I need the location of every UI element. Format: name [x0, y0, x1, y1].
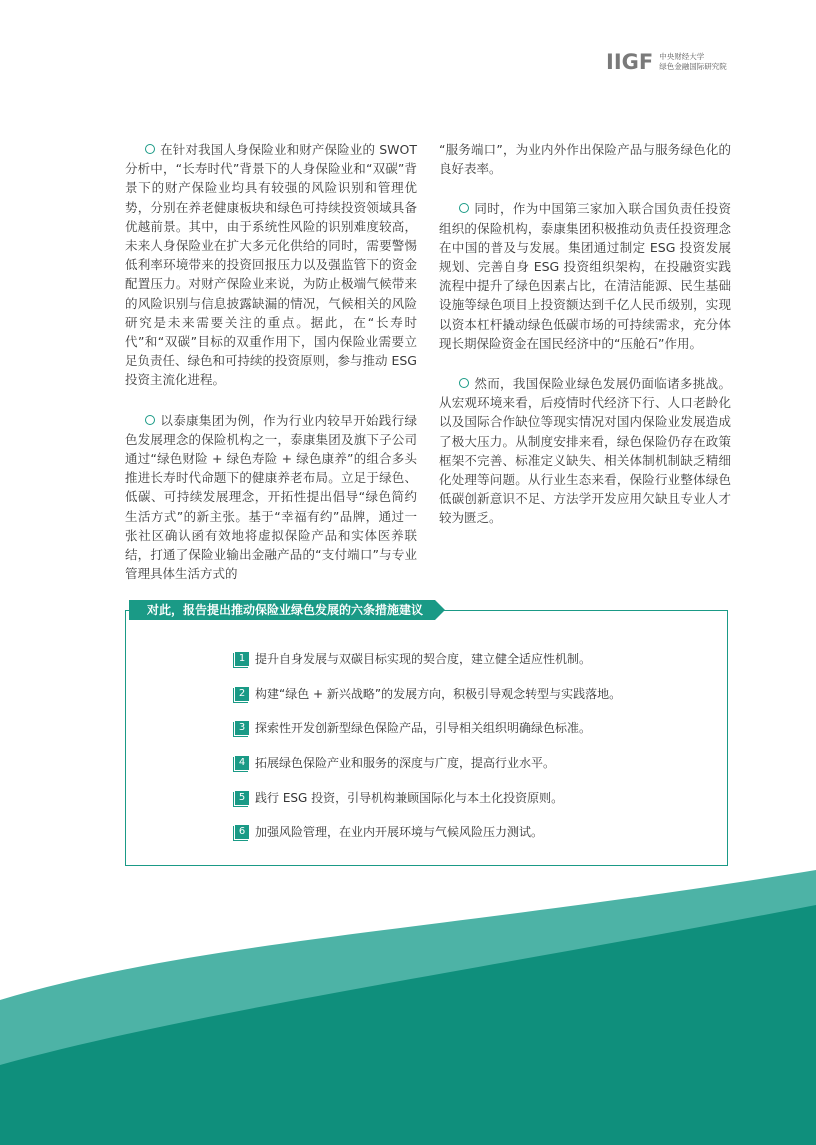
right-paragraph-2 — [439, 374, 731, 528]
left-paragraph-2 — [125, 411, 417, 584]
recommendation-item — [235, 754, 555, 771]
recommendation-text: 探索性开发创新型绿色保险产品，引导相关组织明确绿色标准。 — [255, 721, 592, 735]
recommendation-item — [235, 789, 563, 806]
number-badge: 2 — [235, 687, 249, 701]
left-paragraph-1-text: 在针对我国人身保险业和财产保险业的 SWOT 分析中，“长寿时代”背景下的人身保险业和“双碳”背景下的财产保险业均具有较强的风险识别和管理优势，分别在养老健康板块和绿色可持续投资领域具备优越前景。其中，由于系统性风险的识别难度较高，未来人身保险业在扩大多元化供给的同时，需要警惕低利率环境带来的投资回报压力以及强监管下的资金配置压力。对财产保险业来说，为防止极端气候带来的风险识别与信息披露缺漏的情况，气候相关的风险研究是未来需要关注的重点。据此，在“长寿时代”和“双碳”目标的双重作用下，国内保险业需要立足负责任、绿色和可持续的投资原则，参与推动 ESG 投资主流化进程。 — [125, 142, 417, 388]
right-paragraph-0: “服务端口”，为业内外作出保险产品与服务绿色化的良好表率。 — [439, 142, 731, 177]
left-paragraph-2-text: 以泰康集团为例，作为行业内较早开始践行绿色发展理念的保险机构之一，泰康集团及旗下子公司通过“绿色财险 + 绿色寿险 + 绿色康养”的组合多头推进长寿时代命题下的健康养老布局。立足于绿色、低碳、可持续发展理念，开拓性提出倡导“绿色简约生活方式”的新主张。基于“幸福有约”品牌，通过一张社区确认函有效地将虚拟保险产品和实体医养联结，打通了保险业输出金融产品的“支付端口”与专业管理具体生活方式的 — [125, 412, 417, 582]
circle-bullet-icon — [459, 378, 469, 388]
number-badge: 1 — [235, 652, 249, 666]
recommendation-text: 提升自身发展与双碳目标实现的契合度，建立健全适应性机制。 — [255, 652, 592, 666]
right-paragraph-1 — [439, 199, 731, 353]
org-name — [659, 52, 727, 72]
recommendation-text: 践行 ESG 投资，引导机构兼顾国际化与本土化投资原则。 — [255, 791, 564, 805]
left-paragraph-1 — [125, 140, 417, 390]
number-badge: 4 — [235, 756, 249, 770]
number-badge: 6 — [235, 825, 249, 839]
right-column — [439, 140, 731, 549]
circle-bullet-icon — [459, 203, 469, 213]
org-name-line2: 绿色金融国际研究院 — [659, 62, 727, 71]
number-badge: 3 — [235, 721, 249, 735]
right-paragraph-1-text: 同时，作为中国第三家加入联合国负责任投资组织的保险机构，泰康集团积极推动负责任投资理念在中国的普及与发展。集团通过制定 ESG 投资发展规划、完善自身 ESG 投资组织架构，在投融资实践流程中提升了绿色因素占比，在清洁能源、民生基础设施等绿色项目上投资额达到千亿人民币级别，实现以资本杠杆撬动绿色低碳市场的可持续需求，充分体现长期保险资金在国民经济中的“压舱石”作用。 — [439, 201, 731, 351]
recommendation-item — [235, 650, 591, 667]
recommendation-item — [235, 685, 621, 702]
recommendation-item — [235, 823, 543, 840]
recommendation-text: 加强风险管理，在业内开展环境与气候风险压力测试。 — [255, 825, 544, 839]
recommendation-text: 构建“绿色 + 新兴战略”的发展方向，积极引导观念转型与实践落地。 — [255, 687, 622, 701]
recommendation-text: 拓展绿色保险产业和服务的深度与广度，提高行业水平。 — [255, 756, 556, 770]
org-name-line1: 中央财经大学 — [659, 52, 705, 61]
right-paragraph-2-text: 然而，我国保险业绿色发展仍面临诸多挑战。从宏观环境来看，后疫情时代经济下行、人口老龄化以及国际合作缺位等现实情况对国内保险业发展造成了极大压力。从制度安排来看，绿色保险仍存在政策框架不完善、标准定义缺失、相关体制机制缺乏精细化处理等问题。从行业生态来看，保险行业整体绿色低碳创新意识不足、方法学开发应用欠缺且专业人才较为匮乏。 — [439, 376, 731, 526]
number-badge: 5 — [235, 791, 249, 805]
left-column — [125, 140, 417, 604]
circle-bullet-icon — [145, 144, 155, 154]
header-logo — [606, 50, 727, 74]
recommendations-title: 对此，报告提出推动保险业绿色发展的六条措施建议 — [129, 600, 435, 620]
iigf-logo-icon: IIGF — [606, 50, 654, 74]
circle-bullet-icon — [145, 415, 155, 425]
decorative-wave — [0, 860, 816, 1145]
recommendation-item — [235, 719, 591, 736]
